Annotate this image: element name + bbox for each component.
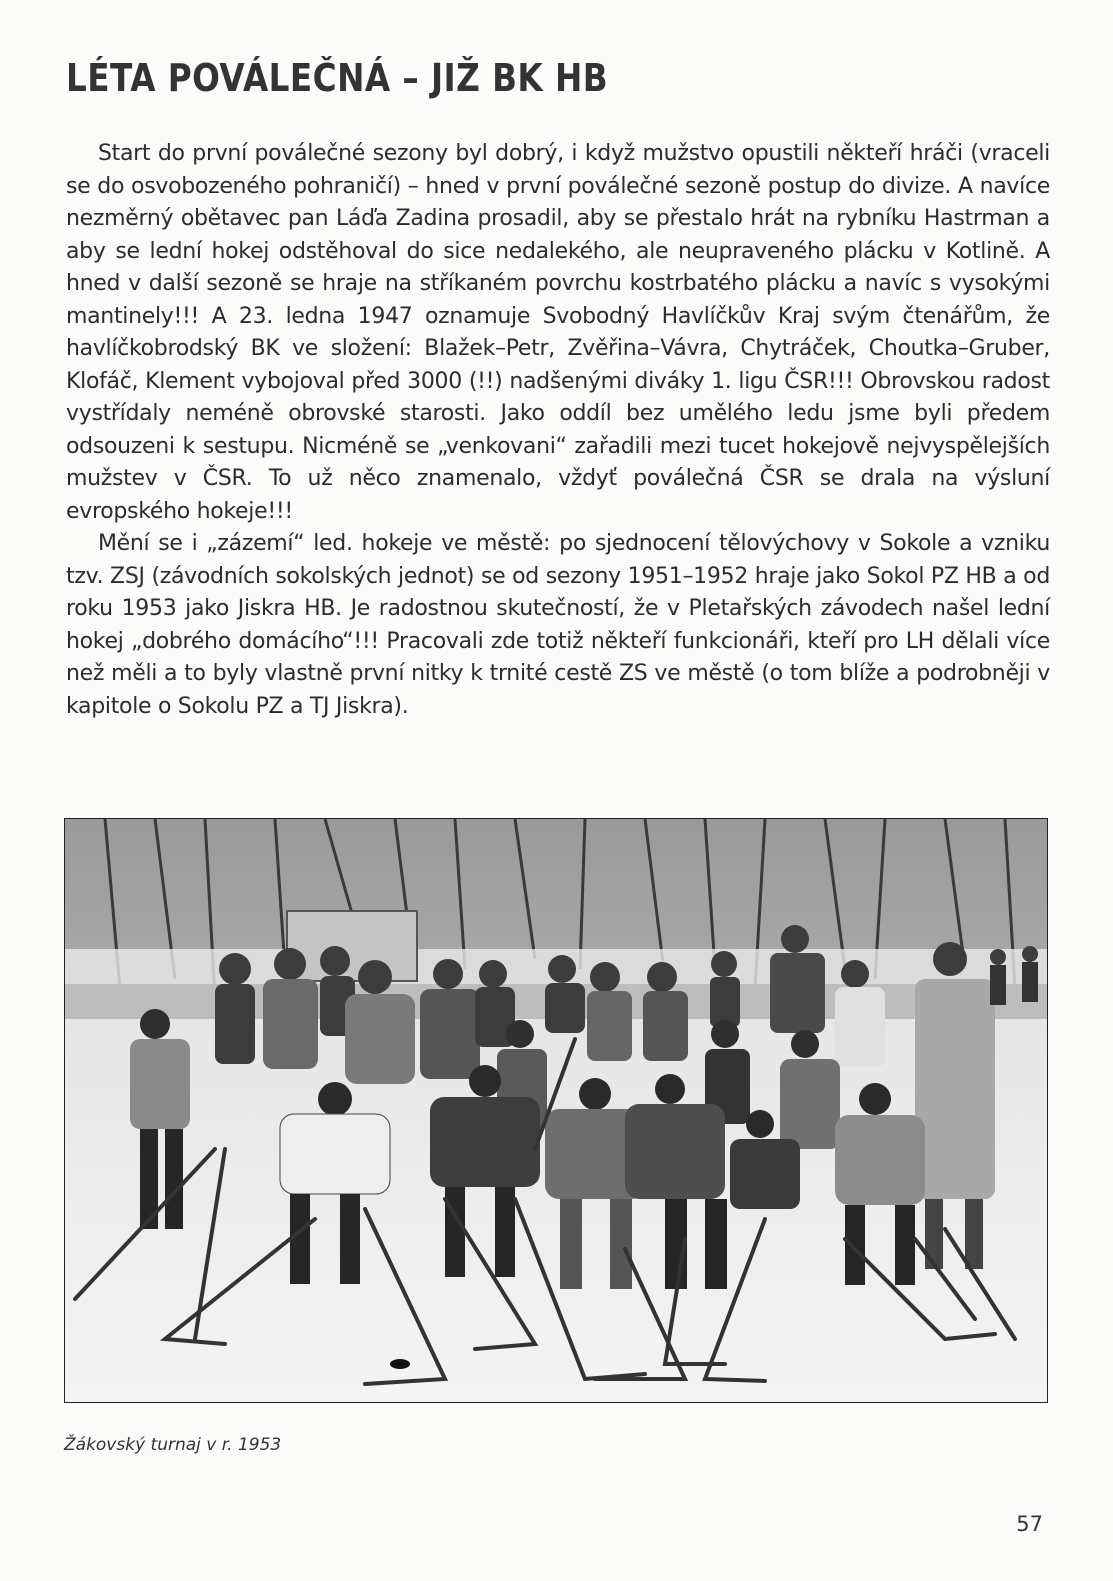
hut: [287, 911, 417, 981]
puck: [390, 1359, 410, 1369]
page-title: LÉTA POVÁLEČNÁ – JIŽ BK HB: [66, 56, 609, 100]
page-number: 57: [1016, 1512, 1043, 1536]
paragraph: Start do první poválečné sezony byl dobrý, i když mužstvo opustili někteří hráči (vraceli se do osvobozeného pohraničí) – hned v první poválečné sezoně postup do divize. A navíce nezměrný obětavec pan Láďa Zadina prosadil, aby se přestalo hrát na rybníku Hastrman a aby se lední hokej odstěhoval do sice nedalekého, ale neupraveného plácku v Kotlině. A hned v další sezoně se hraje na stříkaném povrchu kostrbatého plácku a navíc s vysokými mantinely!!! A 23. ledna 1947 oznamuje Svobodný Havlíčkův Kraj svým čtenářům, že havlíčkobrodský BK ve složení: Blažek–Petr, Zvěřina–Vávra, Chytráček, Choutka–Gruber, Klofáč, Klement vybojoval před 3000 (!!) nadšenými diváky 1. ligu ČSR!!! Obrovskou radost vystřídaly neméně obrovské starosti. Jako oddíl bez umělého ledu jsme byli předem odsouzeni k sestupu. Nicméně se „venkovani“ zařadili mezi tucet hokejově nejvyspělejších mužstev v ČSR. To už něco znamenalo, vždyť poválečná ČSR se drala na výsluní evropského hokeje!!!: [66, 141, 1050, 524]
paragraph: Mění se i „zázemí“ led. hokeje ve městě: po sjednocení tělovýchovy v Sokole a vzniku tzv. ZSJ (závodních sokolských jednot) se od sezony 1951–1952 hraje jako Sokol PZ HB a od roku 1953 jako Jiskra HB. Je radostnou skutečností, že v Pletařských závodech našel lední hokej „dobrého domácího“!!! Pracovali zde totiž někteří funkcionáři, kteří pro LH dělali více než měli a to byly vlastně první nitky k trnité cestě ZS ve městě (o tom blíže a podrobněji v kapitole o Sokolu PZ a TJ Jiskra).: [66, 531, 1050, 719]
team-photo: [64, 818, 1048, 1403]
photo-caption: Žákovský turnaj v r. 1953: [64, 1435, 282, 1455]
article-body: [66, 138, 1050, 723]
